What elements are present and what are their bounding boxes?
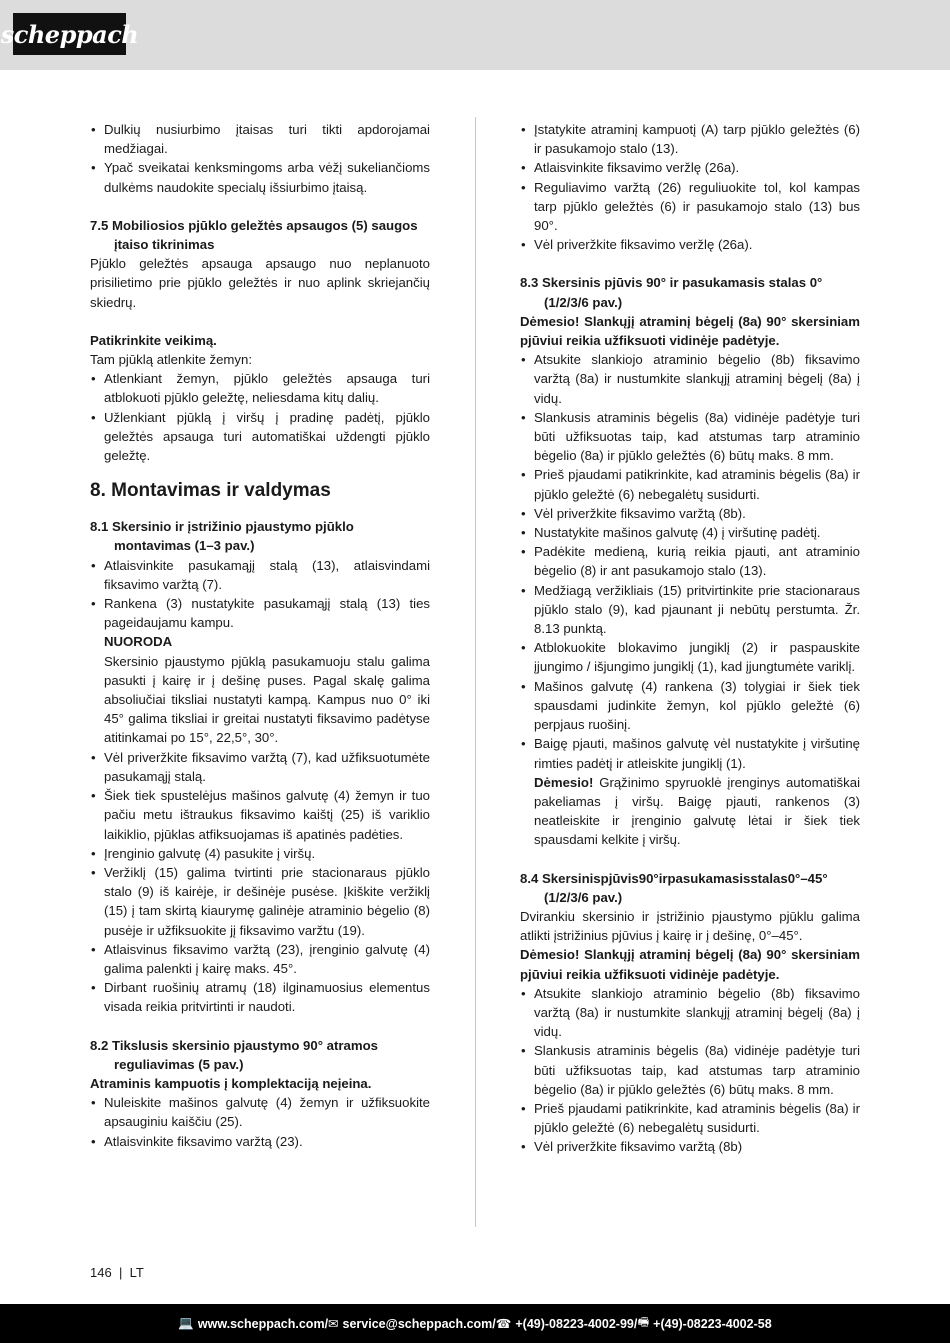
check-title: Patikrinkite veikimą. xyxy=(90,332,217,348)
footer-phone: +(49)-08223-4002-99 xyxy=(515,1316,634,1331)
section-8-4-list xyxy=(520,984,860,1157)
page-separator-icon: | xyxy=(115,1265,126,1280)
page-header xyxy=(0,0,950,70)
list-item: • Prieš pjaudami patikrinkite, kad atraminis bėgelis (8a) ir pjūklo geležtė (6) nebegalėtų susidurti. xyxy=(520,465,860,503)
list-item: • Vėl priveržkite fiksavimo varžtą (8b) xyxy=(520,1137,860,1156)
list-item: • Atlaisvinkite fiksavimo varžtą (23). xyxy=(90,1132,430,1151)
list-item: • Slankusis atraminis bėgelis (8a) vidinėje padėtyje turi būti užfiksuotas taip, kad atstumas tarp atraminio bėgelio (8a) ir pjūklo geležtės (6) būtų maks. 8 mm. xyxy=(520,408,860,466)
caution-text: Grąžinimo spyruoklė įrenginys automatiškai pakeliamas į viršų. Baigę pjauti, rankenos (3) neatleiskite ir įrenginio galvutę lėtai ir šiek tiek spausdami kelkite į viršų. xyxy=(534,774,860,848)
list-item: • Vėl priveržkite fiksavimo varžtą (7), kad užfiksuotumėte pasukamąjį stalą. xyxy=(90,748,430,786)
page-number-value: 146 xyxy=(90,1265,112,1280)
footer-separator: / xyxy=(492,1316,496,1331)
list-item: • Dulkių nusiurbimo įtaisas turi tikti apdorojamai medžiagai. xyxy=(90,120,430,158)
section-8-3-caution xyxy=(520,773,860,850)
list-item: • Baigę pjauti, mašinos galvutę vėl nustatykite į viršutinę rimties padėtį ir atleiskite jungiklį (1). xyxy=(520,734,860,772)
section-7-5-text: Pjūklo geležtės apsauga apsaugo nuo neplanuoto prisilietimo prie pjūklo geležtės ir nuo aplink skriejančių skiedrų. xyxy=(90,256,430,310)
left-column xyxy=(90,120,430,1151)
section-8-1-list-b xyxy=(90,748,430,1017)
footer-separator: / xyxy=(633,1316,638,1331)
list-item: • Veržiklį (15) galima tvirtinti prie stacionaraus pjūklo stalo (9) iš kairėje, ir dešinėje pusėse. Įkiškite veržiklį (15) į tam skirtą kiaurymę galinėje atraminio bėgelio (8) pusėje ir užfiksuokite jį fiksavimo varžtu (19). xyxy=(90,863,430,940)
list-item: • Prieš pjaudami patikrinkite, kad atraminis bėgelis (8a) ir pjūklo geležtė (6) nebegalėtų susidurti. xyxy=(520,1099,860,1137)
list-item: • Nustatykite mašinos galvutę (4) į viršutinę padėtį. xyxy=(520,523,860,542)
caution-label: Dėmesio! xyxy=(534,774,594,790)
check-text: Tam pjūklą atlenkite žemyn: xyxy=(90,352,252,368)
footer-web[interactable]: www.scheppach.com xyxy=(197,1316,325,1331)
list-item: • Įstatykite atraminį kampuotį (A) tarp pjūklo geležtės (6) ir pasukamojo stalo (13). xyxy=(520,120,860,158)
list-item: • Vėl priveržkite fiksavimo varžtą (8b). xyxy=(520,504,860,523)
fax-icon: 🖷 xyxy=(637,1315,650,1329)
list-item: • Slankusis atraminis bėgelis (8a) vidinėje padėtyje turi būti užfiksuotas taip, kad atstumas tarp atraminio bėgelio (8a) ir pjūklo geležtės (6) būtų maks. 8 mm. xyxy=(520,1041,860,1099)
list-item: • Atblokuokite blokavimo jungiklį (2) ir paspauskite įjungimo / išjungimo jungiklį (1), kad įjungtumėte variklį. xyxy=(520,638,860,676)
email-icon: ✉ xyxy=(328,1317,339,1331)
list-item: • Atsukite slankiojo atraminio bėgelio (8b) fiksavimo varžtą (8a) ir nustumkite slankųjį atraminį bėgelį (8a) į vidų. xyxy=(520,984,860,1042)
section-8-2-list xyxy=(90,1093,430,1151)
phone-icon: ☎ xyxy=(495,1317,512,1331)
computer-icon: 💻 xyxy=(178,1316,194,1330)
list-item: • Padėkite medieną, kurią reikia pjauti, ant atraminio bėgelio (8) ir ant pasukamojo stalo (13). xyxy=(520,542,860,580)
page-number xyxy=(90,1265,144,1280)
section-8-1-title: 8.1 Skersinio ir įstrižinio pjaustymo pjūklo montavimas (1–3 pav.) xyxy=(90,519,354,554)
section-8-1-list-a xyxy=(90,556,430,633)
section-8-3-warning: Dėmesio! Slankųjį atraminį bėgelį (8a) 90° skersiniam pjūviui reikia užfiksuoti vidinėje padėtyje. xyxy=(520,313,860,349)
section-8-4-title: 8.4 Skersinispjūvis90°irpasukamasisstalas0°–45° (1/2/3/6 pav.) xyxy=(520,870,828,905)
right-column xyxy=(520,120,860,1157)
list-item: • Šiek tiek spustelėjus mašinos galvutę (4) žemyn ir tuo pačiu metu ištraukus fiksavimo kaištį (25) iš variklio laikiklio, pjūklas atfiksuojamas iš apatinės padėties. xyxy=(90,786,430,844)
list-item: • Užlenkiant pjūklą į viršų į pradinę padėtį, pjūklo geležtės apsauga turi automatiškai uždengti pjūklo geležtę. xyxy=(90,408,430,466)
list-item: • Atlenkiant žemyn, pjūklo geležtės apsauga turi atblokuoti pjūklo geležtę, neliesdama kitų dalių. xyxy=(90,369,430,407)
note-label: NUORODA xyxy=(104,634,173,650)
list-item: • Įrenginio galvutę (4) pasukite į viršų. xyxy=(90,844,430,863)
list-item: • Atlaisvinus fiksavimo varžtą (23), įrenginio galvutę (4) galima palenkti į kairę maks. 45°. xyxy=(90,940,430,978)
list-item: • Ypač sveikatai kenksmingoms arba vėžį sukeliančioms dulkėms naudokite specialų išsiurbimo įtaisą. xyxy=(90,158,430,196)
section-8-3-title: 8.3 Skersinis pjūvis 90° ir pasukamasis stalas 0° (1/2/3/6 pav.) xyxy=(520,275,823,310)
list-item: • Atlaisvinkite pasukamąjį stalą (13), atlaisvindami fiksavimo varžtą (7). xyxy=(90,556,430,594)
list-item: • Atlaisvinkite fiksavimo veržlę (26a). xyxy=(520,158,860,177)
section-8-3-list xyxy=(520,350,860,772)
list-item: • Atsukite slankiojo atraminio bėgelio (8b) fiksavimo varžtą (8a) ir nustumkite slankųjį atraminį bėgelį (8a) į vidų. xyxy=(520,350,860,408)
column-divider xyxy=(475,117,476,1227)
list-item: • Nuleiskite mašinos galvutę (4) žemyn ir užfiksuokite apsauginiu kaiščiu (25). xyxy=(90,1093,430,1131)
list-item: • Vėl priveržkite fiksavimo veržlę (26a). xyxy=(520,235,860,254)
section-8-2-bold: Atraminis kampuotis į komplektaciją neįeina. xyxy=(90,1075,372,1091)
footer-email[interactable]: service@scheppach.com xyxy=(342,1316,493,1331)
section-8-title: 8. Montavimas ir valdymas xyxy=(90,480,331,502)
list-item: • Medžiagą veržikliais (15) pritvirtinkite prie stacionaraus pjūklo stalo (9), kad pjaunant ji nebūtų perstumta. Žr. 8.13 punktą. xyxy=(520,581,860,639)
list-item: • Dirbant ruošinių atramų (18) ilginamuosius elementus visada reikia pritvirtinti ir naudoti. xyxy=(90,978,430,1016)
logo-text: scheppach xyxy=(0,19,139,49)
note-text: Skersinio pjaustymo pjūklą pasukamuoju stalu galima pasukti į kairę ir į dešinę puses. Pagal skalę galima absoliučiai tiksliai nustatyti kampą. Kampus nuo 0° iki 45° galima tiksliai ir greitai nustatyti fiksavimo padėtyse atitinkamai po 15°, 22,5°, 30°. xyxy=(104,653,430,746)
section-7-5-title: 7.5 Mobiliosios pjūklo geležtės apsaugos (5) saugos įtaiso tikrinimas xyxy=(90,217,418,253)
check-list xyxy=(90,369,430,465)
list-item: • Reguliavimo varžtą (26) reguliuokite tol, kol kampas tarp pjūklo geležtės (6) ir pasukamojo stalo (13) bus 90°. xyxy=(520,178,860,236)
list-item: • Mašinos galvutę (4) rankena (3) tolygiai ir šiek tiek spausdami judinkite žemyn, kol pjūklo geležtė (6) perpjaus ruošinį. xyxy=(520,677,860,735)
page-language: LT xyxy=(129,1265,144,1280)
section-8-2-list-cont xyxy=(520,120,860,254)
section-8-2-title: 8.2 Tikslusis skersinio pjaustymo 90° atramos reguliavimas (5 pav.) xyxy=(90,1037,378,1072)
footer-fax: +(49)-08223-4002-58 xyxy=(653,1316,772,1331)
list-item: • Rankena (3) nustatykite pasukamąjį stalą (13) ties pageidaujamu kampu. xyxy=(90,594,430,632)
scheppach-logo xyxy=(0,13,139,55)
footer-separator: / xyxy=(324,1316,329,1331)
page-footer xyxy=(0,1304,950,1343)
section-8-4-warning: Dėmesio! Slankųjį atraminį bėgelį (8a) 90° skersiniam pjūviui reikia užfiksuoti vidinėje padėtyje. xyxy=(520,947,860,982)
intro-list xyxy=(90,120,430,197)
section-8-4-text: Dvirankiu skersinio ir įstrižinio pjaustymo pjūklu galima atlikti įstrižinius pjūvius į kairę ir į dešinę, 0°–45°. xyxy=(520,908,860,944)
